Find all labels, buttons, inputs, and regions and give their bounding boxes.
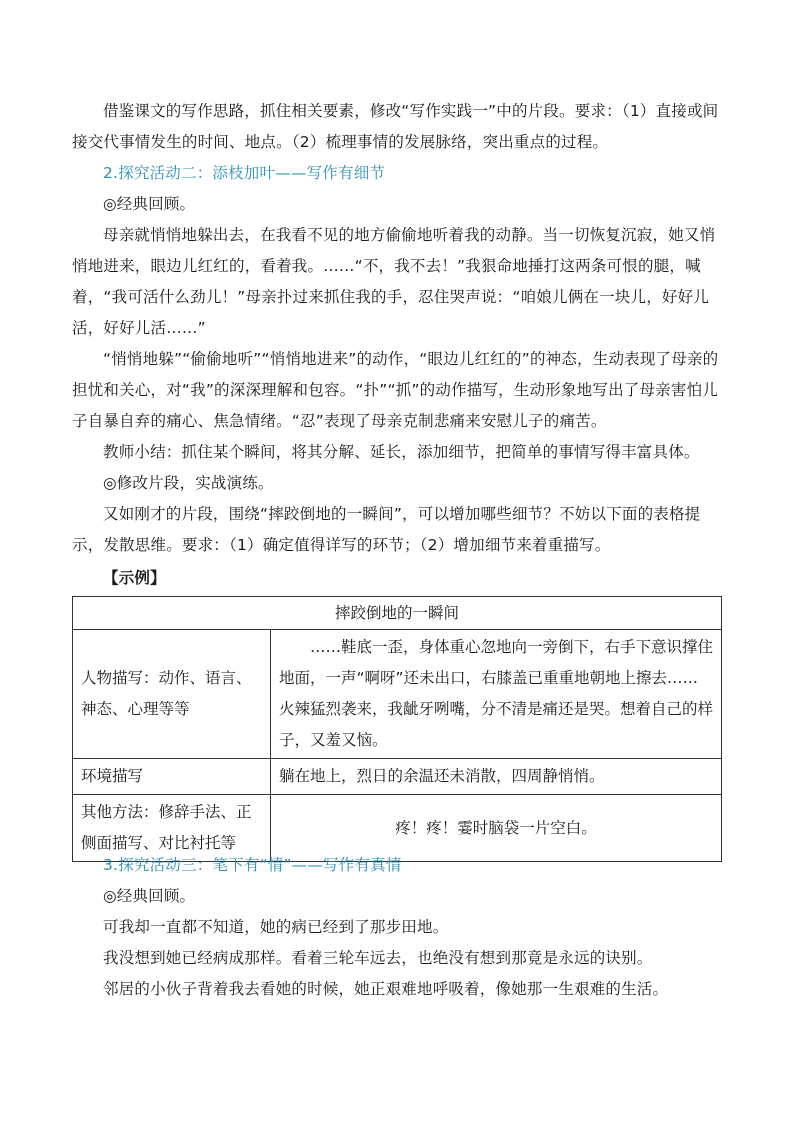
paragraph-writing-requirement: 借鉴课文的写作思路，抓住相关要素，修改“写作实践一”中的片段。要求：（1）直接或间接交代事情发生的时间、地点。（2）梳理事情的发展脉络，突出重点的过程。 <box>72 102 719 151</box>
table-row <box>73 630 722 759</box>
row-label-character: 人物描写：动作、语言、神态、心理等等 <box>73 630 271 759</box>
table-title: 摔跤倒地的一瞬间 <box>73 597 722 630</box>
row-label-environment: 环境描写 <box>73 759 271 795</box>
paragraph-task: 又如刚才的片段，围绕“摔跤倒地的一瞬间”，可以增加哪些细节？不妨以下面的表格提示，发散思维。要求：（1）确定值得详写的环节；（2）增加细节来着重描写。 <box>72 505 701 554</box>
table-row <box>73 759 722 795</box>
paragraph-teacher-summary: 教师小结：抓住某个瞬间，将其分解、延长，添加细节，把简单的事情写得丰富具体。 <box>103 443 700 461</box>
heading-activity-two: 2.探究活动二：添枝加叶——写作有细节 <box>103 164 386 182</box>
row-content-other: 疼！疼！霎时脑袋一片空白。 <box>271 795 722 862</box>
label-practice: ◎修改片段，实战演练。 <box>103 474 274 492</box>
quote-line-1: 可我却一直都不知道，她的病已经到了那步田地。 <box>103 918 449 936</box>
paragraph-analysis: “悄悄地躲”“偷偷地听”“悄悄地进来”的动作，“眼边儿红红的”的神态，生动表现了母亲的担忧和关心，对“我”的深深理解和包容。“扑”“抓”的动作描写，生动形象地写出了母亲害怕儿子自暴自弃的痛心、焦急情绪。“忍”表现了母亲克制悲痛来安慰儿子的痛苦。 <box>72 350 719 430</box>
quote-line-3: 邻居的小伙子背着我去看她的时候，她正艰难地呼吸着，像她那一生艰难的生活。 <box>103 980 669 998</box>
example-table <box>72 596 722 862</box>
row-label-other: 其他方法：修辞手法、正侧面描写、对比衬托等 <box>73 795 271 862</box>
row-content-environment: 躺在地上，烈日的余温还未消散，四周静悄悄。 <box>271 759 722 795</box>
heading-activity-three: 3.探究活动三：笔下有“情”——写作有真情 <box>103 856 402 874</box>
label-classic-review: ◎经典回顾。 <box>103 195 196 213</box>
label-example: 【示例】 <box>103 569 166 587</box>
quote-line-2: 我没想到她已经病成那样。看着三轮车远去，也绝没有想到那竟是永远的诀别。 <box>103 949 653 967</box>
label-classic-review-2: ◎经典回顾。 <box>103 887 196 905</box>
row-content-character: ……鞋底一歪，身体重心忽地向一旁倒下，右手下意识撑住地面，一声“啊呀”还未出口，右膝盖已重重地朝地上擦去……火辣猛烈袭来，我龇牙咧嘴，分不清是痛还是哭。想着自己的样子，又羞又恼。 <box>271 630 722 759</box>
quote-mother-passage: 母亲就悄悄地躲出去，在我看不见的地方偷偷地听着我的动静。当一切恢复沉寂，她又悄悄地进来，眼边儿红红的，看着我。……“不，我不去！”我狠命地捶打这两条可恨的腿，喊着，“我可活什么劲儿！”母亲扑过来抓住我的手，忍住哭声说：“咱娘儿俩在一块儿，好好儿活，好好儿活……” <box>72 226 716 337</box>
